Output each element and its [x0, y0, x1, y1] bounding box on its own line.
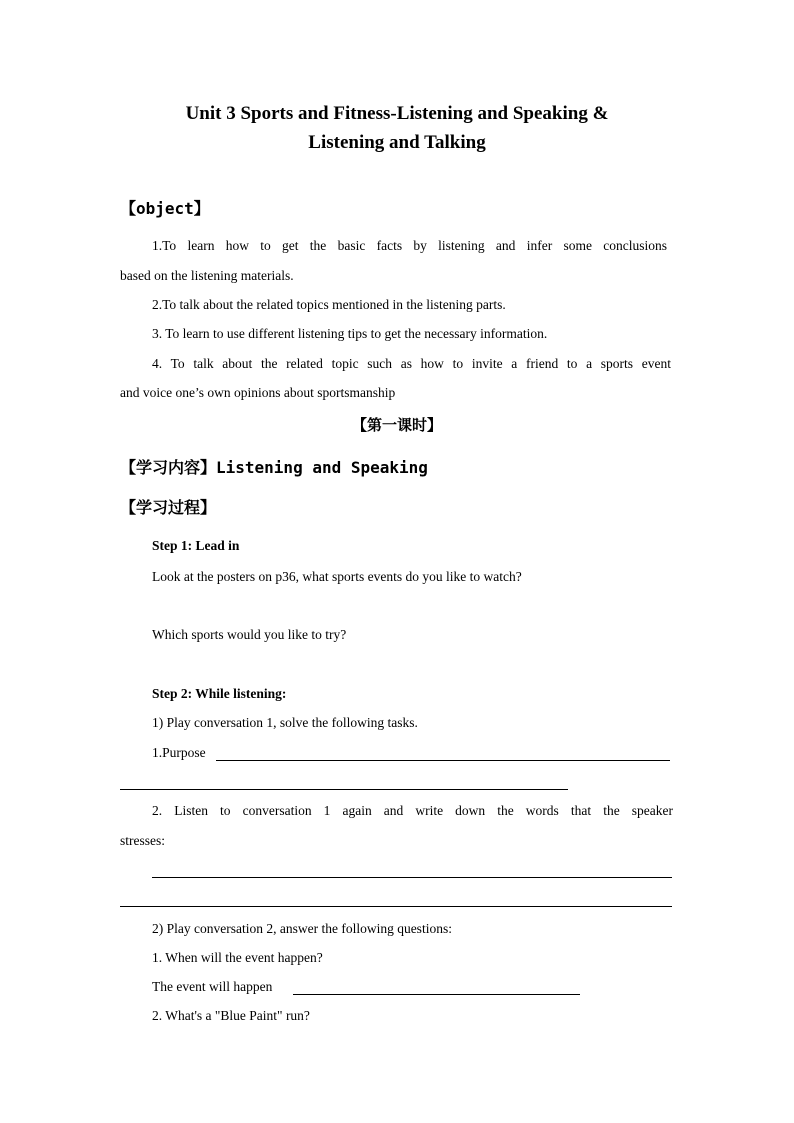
purpose-label: 1.Purpose [152, 745, 206, 760]
step-1-question-2: Which sports would you like to try? [152, 627, 347, 642]
title-line-1: Unit 3 Sports and Fitness-Listening and Speaking & [185, 103, 609, 124]
title-line-2: Listening and Talking [308, 132, 486, 153]
task-1-intro: 1) Play conversation 1, solve the following tasks. [152, 715, 418, 730]
task-2-question-1: 1. When will the event happen? [152, 950, 323, 965]
step-1-heading: Step 1: Lead in [152, 538, 240, 553]
page-title [0, 99, 794, 157]
task-1-item-2-line-1: 2. Listen to conversation 1 again and write down the words that the speaker [152, 803, 673, 818]
stressed-words-answer-line-2[interactable] [120, 906, 672, 907]
purpose-answer-line-2[interactable] [120, 789, 568, 790]
objective-1-line-1: 1.To learn how to get the basic facts by listening and infer some conclusions [152, 238, 667, 253]
objective-1-line-2: based on the listening materials. [120, 268, 294, 283]
purpose-answer-line[interactable] [216, 760, 670, 761]
objective-4-line-1: 4. To talk about the related topic such as how to invite a friend to a sports event [152, 356, 671, 371]
objective-4-line-2: and voice one’s own opinions about sportsmanship [120, 385, 396, 400]
task-2-question-2: 2. What's a "Blue Paint" run? [152, 1008, 310, 1023]
stressed-words-answer-line[interactable] [152, 877, 672, 878]
object-heading: 【object】 [120, 199, 210, 218]
task-2-intro: 2) Play conversation 2, answer the following questions: [152, 921, 452, 936]
content-heading: 【学习内容】Listening and Speaking [120, 458, 428, 477]
step-2-heading: Step 2: While listening: [152, 686, 287, 701]
objective-2: 2.To talk about the related topics mentioned in the listening parts. [152, 297, 506, 312]
process-heading: 【学习过程】 [120, 498, 217, 517]
objective-3: 3. To learn to use different listening tips to get the necessary information. [152, 326, 548, 341]
task-2-answer-1-label: The event will happen [152, 979, 273, 994]
lesson-label: 【第一课时】 [351, 416, 442, 434]
step-1-question-1: Look at the posters on p36, what sports events do you like to watch? [152, 569, 522, 584]
event-time-answer-line[interactable] [293, 994, 580, 995]
task-1-item-2-line-2: stresses: [120, 833, 165, 848]
